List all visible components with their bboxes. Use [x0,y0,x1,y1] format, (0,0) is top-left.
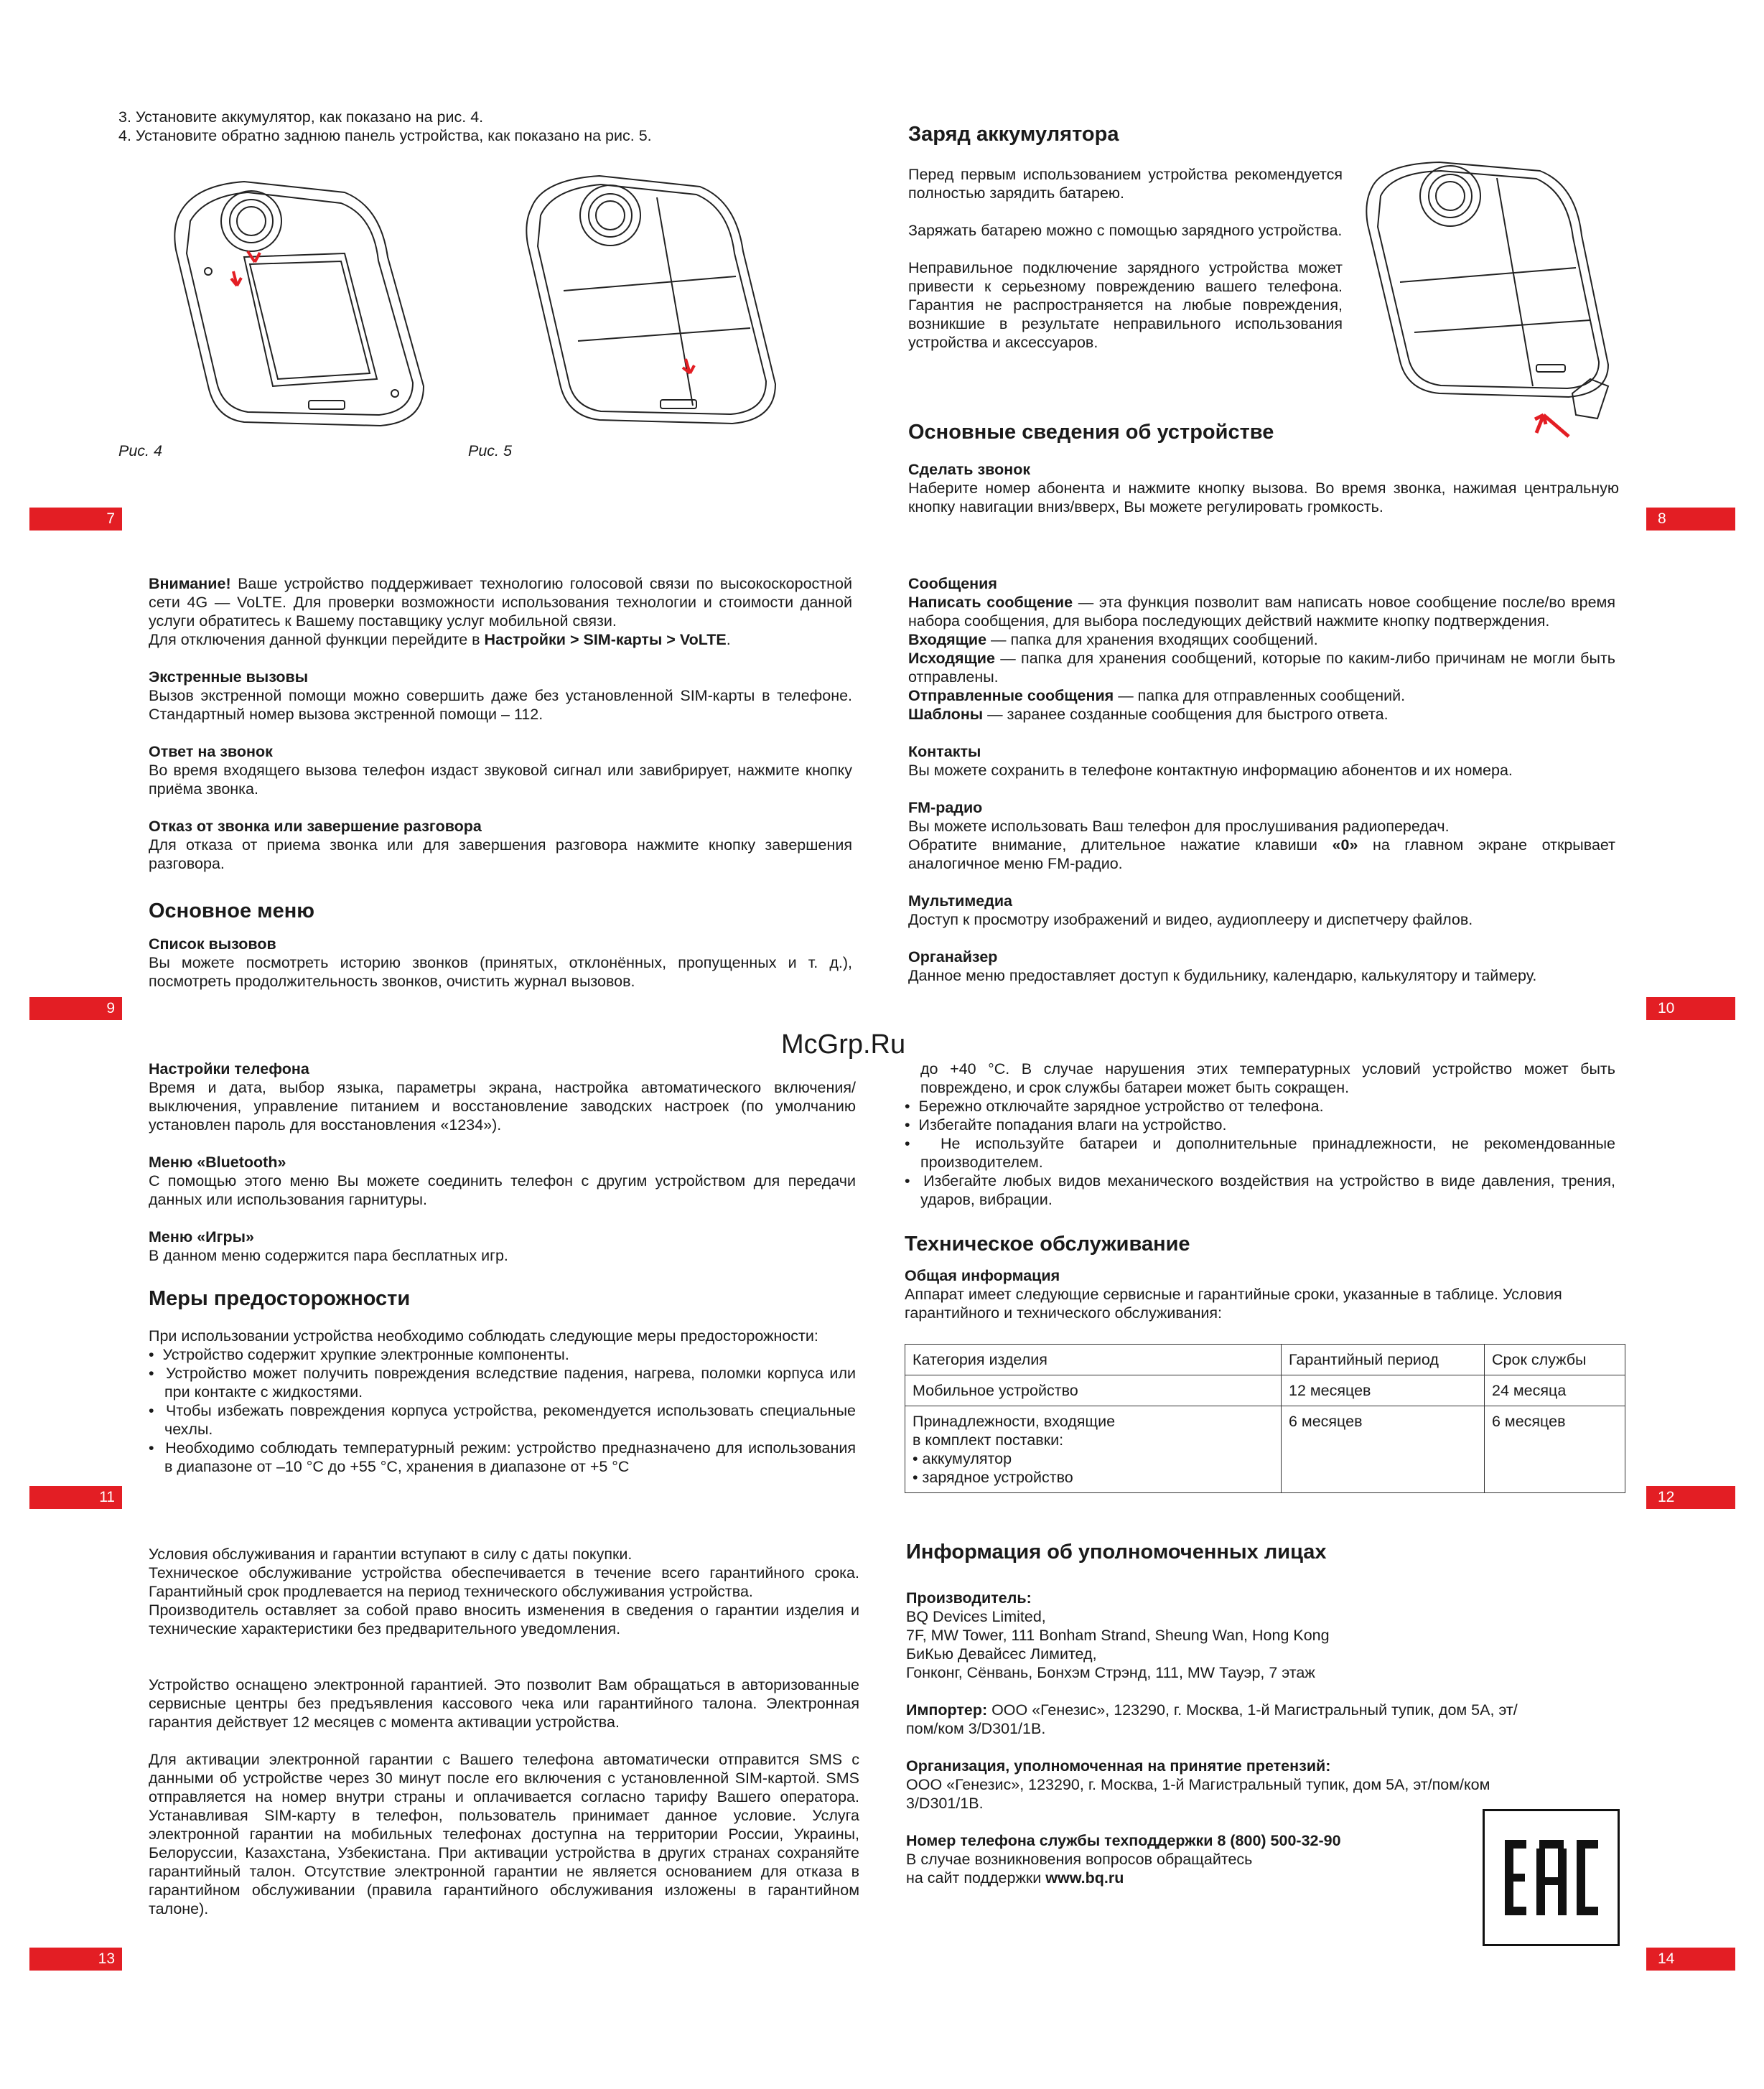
support-url: www.bq.ru [1045,1869,1124,1887]
importer-text: ООО «Генезис», 123290, г. Москва, 1-й Магистральный тупик, дом 5А, эт/пом/ком 3/D301/1В. [906,1701,1518,1737]
page-11-content [149,1060,856,1476]
support-label: Номер телефона службы техподдержки 8 (800) 500-32-90 [906,1832,1341,1849]
page-number-10: 10 [1646,997,1735,1020]
page-9-content [149,574,852,991]
manufacturer-label: Производитель: [906,1589,1032,1607]
warranty-para-4: Устройство оснащено электронной гарантией. Это позволит Вам обращаться в авторизованные сервисные центры без предъявления кассового чека или гарантийного талона. Электронная гарантия действует 12 месяцев с момента активации устройства. [149,1676,859,1731]
reject-title: Отказ от звонка или завершение разговора [149,818,482,835]
attention-label: Внимание! [149,575,231,592]
figure-5-back-panel-illustration [521,169,779,434]
figure-4-caption: Рис. 4 [118,442,162,459]
make-call-text: Наберите номер абонента и нажмите кнопку вызова. Во время звонка, нажимая центральную кнопку навигации вниз/вверх, Вы можете регулировать громкость. [908,480,1619,515]
make-call-title: Сделать звонок [908,461,1031,478]
games-text: В данном меню содержится пара бесплатных игр. [149,1247,508,1264]
safety-title: Меры предосторожности [149,1287,411,1310]
charging-para-2: Заряжать батарею можно с помощью зарядного устройства. [908,222,1343,239]
charging-title: Заряд аккумулятора [908,123,1119,146]
table-cell: 6 месяцев [1282,1406,1485,1493]
fm-title: FM-радио [908,799,983,816]
messages-title: Сообщения [908,575,997,592]
fm-key: «0» [1332,836,1358,854]
page-number-12: 12 [1646,1486,1735,1509]
claims-text: ООО «Генезис», 123290, г. Москва, 1-й Магистральный тупик, дом 5А, эт/пом/ком 3/D301/1В. [906,1776,1490,1812]
page-7-steps [118,108,865,145]
page-number-13: 13 [29,1948,122,1971]
safety-intro: При использовании устройства необходимо соблюдать следующие меры предосторожности: [149,1327,818,1345]
inbox-label: Входящие [908,631,987,648]
safety-item: • Устройство содержит хрупкие электронные компоненты. [149,1346,569,1363]
general-info-title: Общая информация [905,1267,1060,1284]
fm-text-2 [908,836,1615,873]
charging-para-1: Перед первым использованием устройства рекомендуется полностью зарядить батарею. [908,166,1343,202]
write-message [908,593,1615,630]
claims-label: Организация, уполномоченная на принятие претензий: [906,1757,1331,1775]
safety-item: • Устройство может получить повреждения вследствие падения, нагрева, поломки корпуса или при контакте с жидкостями. [149,1365,856,1401]
page-8-basics [908,420,1619,516]
safety-item: • Чтобы избежать повреждения корпуса устройства, рекомендуется использовать специальные чехлы. [149,1402,856,1438]
volte-disable [149,630,852,649]
care-item: • Не используйте батареи и дополнительные принадлежности, не рекомендованные производителем. [905,1135,1615,1171]
contacts-text: Вы можете сохранить в телефоне контактную информацию абонентов и их номера. [908,762,1513,779]
charging-para-3: Неправильное подключение зарядного устройства может привести к серьезному повреждению вашего телефона. Гарантия не распространяется на любые повреждения, возникшие в результате неправильного использования устройства и аксессуаров. [908,259,1343,351]
safety-item: • Необходимо соблюдать температурный режим: устройство предназначено для использования в диапазоне от –10 °C до +55 °C, хранения в диапазоне от +5 °C [149,1439,856,1475]
warranty-para-5: Для активации электронной гарантии с Вашего телефона автоматически отправится SMS с данными об устройстве через 30 минут после его включения с установленной SIM-картой. SMS отправляется на номер внутри страны и оплачивается согласно тарифу Вашего оператора. Устанавливая SIM-карту в телефон, пользователь принимает данное условие. Услуга электронной гарантии на мобильных телефонах доступна на территории России, Украины, Белоруссии, Казахстана, Узбекистана. При активации устройства в других странах сохраняйте гарантийный талон. Отсутствие электронной гарантии не является основанием для отказа в гарантийном обслуживании (правила гарантийного обслуживания изложены в гарантийном талоне). [149,1751,859,1917]
inbox-text: — папка для хранения входящих сообщений. [986,631,1318,648]
outbox-text: — папка для хранения сообщений, которые по каким-либо причинам не могли быть отправлены. [908,650,1615,686]
temperature-continued: до +40 °C. В случае нарушения этих температурных условий устройство может быть повреждено, и срок службы батареи может быть сокращен. [920,1060,1615,1096]
table-cell: Принадлежности, входящие в комплект поставки: • аккумулятор • зарядное устройство [905,1406,1282,1493]
warranty-para-3: Производитель оставляет за собой право вносить изменения в сведения о гарантии изделия и технические характеристики без предварительного уведомления. [149,1602,859,1637]
templates-text: — заранее созданные сообщения для быстрого ответа. [983,706,1389,723]
templates [908,705,1615,724]
step-3: 3. Установите аккумулятор, как показано на рис. 4. [118,108,484,126]
outbox-label: Исходящие [908,650,995,667]
page-number-14: 14 [1646,1948,1735,1971]
volte-settings-path: Настройки > SIM-карты > VoLTE [484,631,727,648]
write-message-label: Написать сообщение [908,594,1073,611]
table-cell: Мобильное устройство [905,1375,1282,1406]
page-12-content [905,1060,1615,1493]
attention-text: Ваше устройство поддерживает технологию голосовой связи по высокоскоростной сети 4G — VoLTE. Для проверки возможности использования технологии и стоимости данной услуги обратитесь к Вашему поставщику услуг мобильной связи. [149,575,852,630]
settings-title: Настройки телефона [149,1060,309,1078]
page-10-content [908,574,1615,985]
table-header-cell: Срок службы [1485,1345,1625,1375]
volte-disable-end: . [726,631,731,648]
care-item: • Избегайте попадания влаги на устройство. [905,1116,1227,1134]
manufacturer-line: BQ Devices Limited, [906,1608,1046,1625]
multimedia-text: Доступ к просмотру изображений и видео, аудиоплееру и диспетчеру файлов. [908,911,1473,928]
table-header-cell: Гарантийный период [1282,1345,1485,1375]
table-row [905,1375,1625,1406]
answer-text: Во время входящего вызова телефон издаст звуковой сигнал или завибрирует, нажмите кнопку приёма звонка. [149,762,852,798]
inbox [908,630,1615,649]
volte-disable-text: Для отключения данной функции перейдите в [149,631,485,648]
figure-4-battery-illustration [165,171,431,436]
manufacturer-line: Гонконг, Сёнвань, Бонхэм Стрэнд, 111, MW Тауэр, 7 этаж [906,1664,1315,1681]
page-number-8: 8 [1646,508,1735,531]
organizer-text: Данное меню предоставляет доступ к будильнику, календарю, калькулятору и таймеру. [908,967,1537,984]
figure-5-caption: Рис. 5 [468,442,512,459]
fm-text-2b: на главном экране открывает аналогичное меню FM-радио. [908,836,1615,872]
maintenance-title: Техническое обслуживание [905,1233,1190,1256]
sent [908,686,1615,705]
watermark: McGrp.Ru [781,1029,906,1060]
table-header-cell: Категория изделия [905,1345,1282,1375]
sent-label: Отправленные сообщения [908,687,1114,704]
fm-text-2a: Обратите внимание, длительное нажатие клавиши [908,836,1333,854]
call-log-text: Вы можете посмотреть историю звонков (принятых, отклонённых, пропущенных и т. д.), посмотреть продолжительность звонков, очистить журнал вызовов. [149,954,852,990]
warranty-table [905,1344,1625,1493]
eac-logo [1483,1809,1620,1946]
care-item: • Бережно отключайте зарядное устройство от телефона. [905,1098,1324,1115]
authorized-title: Информация об уполномоченных лицах [906,1541,1327,1564]
manufacturer-line: БиКью Девайсес Лимитед, [906,1645,1097,1663]
general-info-text: Аппарат имеет следующие сервисные и гарантийные сроки, указанные в таблице. Условия гарантийного и технического обслуживания: [905,1286,1562,1322]
eac-mark-icon [1485,1811,1618,1944]
table-cell: 12 месяцев [1282,1375,1485,1406]
outbox [908,649,1615,686]
manufacturer-line: 7F, MW Tower, 111 Bonham Strand, Sheung Wan, Hong Kong [906,1627,1330,1644]
importer [906,1701,1523,1738]
emergency-title: Экстренные вызовы [149,668,309,686]
page-13-content [149,1545,859,1918]
table-header-row [905,1345,1625,1375]
page-number-7: 7 [29,508,122,531]
table-row [905,1406,1625,1493]
main-menu-title: Основное меню [149,899,315,922]
organizer-title: Органайзер [908,948,998,966]
contacts-title: Контакты [908,743,981,760]
emergency-text: Вызов экстренной помощи можно совершить даже без установленной SIM-карты в телефоне. Стандартный номер вызова экстренной помощи – 112. [149,687,852,723]
page-number-11: 11 [29,1486,122,1509]
step-4: 4. Установите обратно заднюю панель устройства, как показано на рис. 5. [118,127,652,144]
sent-text: — папка для отправленных сообщений. [1114,687,1406,704]
importer-label: Импортер: [906,1701,988,1719]
games-title: Меню «Игры» [149,1228,255,1246]
multimedia-title: Мультимедиа [908,892,1012,910]
settings-text: Время и дата, выбор языка, параметры экрана, настройка автоматического включения/выключения, управление питанием и восстановление заводских настроек (по умолчанию установлен пароль для восстановления «1234»). [149,1079,856,1134]
answer-title: Ответ на звонок [149,743,273,760]
table-cell: 6 месяцев [1485,1406,1625,1493]
bluetooth-title: Меню «Bluetooth» [149,1154,286,1171]
support-text-1: В случае возникновения вопросов обращайтесь [906,1851,1253,1868]
attention-paragraph [149,574,852,630]
templates-label: Шаблоны [908,706,984,723]
support-text-2a: на сайт поддержки [906,1869,1046,1887]
table-cell: 24 месяца [1485,1375,1625,1406]
reject-text: Для отказа от приема звонка или для завершения разговора нажмите кнопку завершения разговора. [149,836,852,872]
basics-title: Основные сведения об устройстве [908,421,1274,444]
care-item: • Избегайте любых видов механического воздействия на устройство в виде давления, трения, ударов, вибрации. [905,1172,1615,1208]
charging-phone-illustration [1361,156,1626,444]
warranty-para-2: Техническое обслуживание устройства обеспечивается в течение всего гарантийного срока. Гарантийный срок продлевается на период технического обслуживания устройства. [149,1564,859,1600]
page-number-9: 9 [29,997,122,1020]
fm-text-1: Вы можете использовать Ваш телефон для прослушивания радиопередач. [908,818,1450,835]
call-log-title: Список вызовов [149,935,276,953]
bluetooth-text: С помощью этого меню Вы можете соединить телефон с другим устройством для передачи данных или использования гарнитуры. [149,1172,856,1208]
page-8-charging [908,122,1343,352]
warranty-para-1: Условия обслуживания и гарантии вступают в силу с даты покупки. [149,1546,633,1563]
write-message-text: — эта функция позволит вам написать новое сообщение после/во время набора сообщения, для выбора последующих действий нажмите кнопку подтверждения. [908,594,1615,630]
